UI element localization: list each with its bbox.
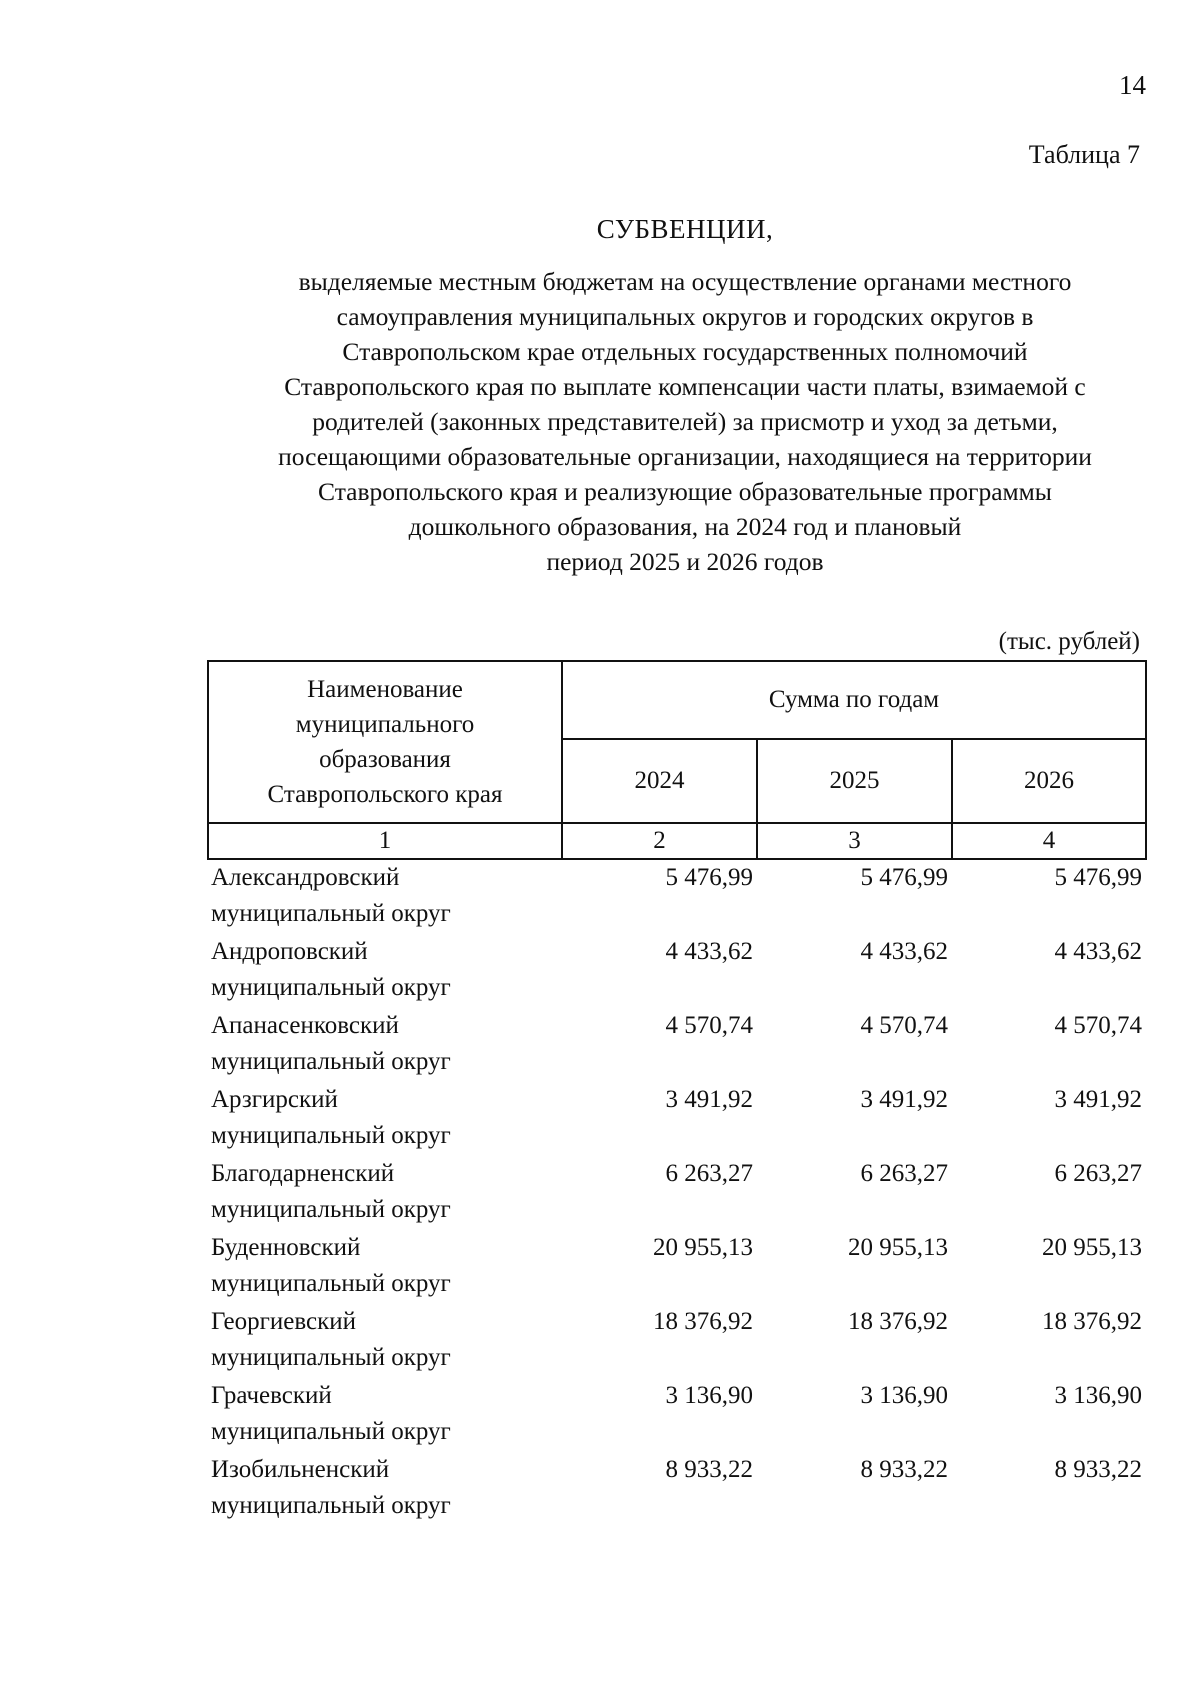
value-2025: 4 570,74	[860, 1012, 948, 1039]
value-2025: 6 263,27	[860, 1160, 948, 1187]
value-2025: 4 433,62	[860, 938, 948, 965]
table-row	[208, 1304, 1146, 1378]
table-row	[208, 859, 1146, 934]
header-name-line: Ставропольского края	[267, 781, 503, 808]
value-2024: 3 491,92	[665, 1086, 753, 1113]
municipality-name: Буденновский муниципальный округ	[211, 1234, 451, 1297]
subtitle-line: самоуправления муниципальных округов и городских округов в	[336, 302, 1034, 331]
value-2026: 3 136,90	[1054, 1382, 1142, 1409]
value-2024: 3 136,90	[665, 1382, 753, 1409]
value-2026: 20 955,13	[1042, 1234, 1142, 1261]
header-sum-by-years: Сумма по годам	[562, 661, 1146, 739]
subtitle-line: период 2025 и 2026 годов	[546, 547, 824, 576]
value-2025: 3 136,90	[860, 1382, 948, 1409]
table-row	[208, 934, 1146, 1008]
subtitle-line: родителей (законных представителей) за присмотр и уход за детьми,	[312, 407, 1058, 436]
header-name-line: муниципального	[295, 711, 475, 738]
column-number: 1	[208, 823, 562, 859]
value-2025: 5 476,99	[860, 864, 948, 891]
value-2026: 8 933,22	[1054, 1456, 1142, 1483]
municipality-name: Грачевский муниципальный округ	[211, 1382, 451, 1445]
table-header	[208, 661, 1146, 859]
subtitle-line: дошкольного образования, на 2024 год и плановый	[408, 512, 962, 541]
table-row	[208, 1008, 1146, 1082]
municipality-name: Андроповский муниципальный округ	[211, 938, 451, 1001]
municipality-name: Арзгирский муниципальный округ	[211, 1086, 451, 1149]
value-2026: 6 263,27	[1054, 1160, 1142, 1187]
subtitle-line: Ставропольского края по выплате компенсации части платы, взимаемой с	[284, 372, 1086, 401]
value-2024: 4 570,74	[665, 1012, 753, 1039]
municipality-name: Изобильненский муниципальный округ	[211, 1456, 451, 1519]
subtitle-line: посещающими образовательные организации, находящиеся на территории	[278, 442, 1092, 471]
header-year-2025: 2025	[757, 739, 952, 823]
header-name-line: Наименование	[307, 676, 463, 703]
value-2024: 18 376,92	[653, 1308, 753, 1335]
subtitle-line: Ставропольском крае отдельных государственных полномочий	[342, 337, 1028, 366]
value-2026: 18 376,92	[1042, 1308, 1142, 1335]
value-2026: 4 433,62	[1054, 938, 1142, 965]
value-2025: 18 376,92	[848, 1308, 948, 1335]
document-subtitle	[200, 264, 1170, 579]
value-2024: 5 476,99	[665, 864, 753, 891]
table-body	[208, 859, 1146, 1526]
municipality-name: Александровский муниципальный округ	[211, 864, 451, 927]
column-number: 3	[757, 823, 952, 859]
table-row	[208, 1452, 1146, 1526]
table-row	[208, 1156, 1146, 1230]
value-2026: 4 570,74	[1054, 1012, 1142, 1039]
subtitle-line: Ставропольского края и реализующие образовательные программы	[318, 477, 1052, 506]
document-title: СУБВЕНЦИИ,	[596, 214, 774, 244]
municipality-name: Георгиевский муниципальный округ	[211, 1308, 451, 1371]
value-2026: 5 476,99	[1054, 864, 1142, 891]
units-label: (тыс. рублей)	[998, 628, 1140, 655]
value-2026: 3 491,92	[1054, 1086, 1142, 1113]
header-year-2026: 2026	[952, 739, 1146, 823]
value-2025: 8 933,22	[860, 1456, 948, 1483]
subventions-table	[207, 660, 1147, 1526]
column-number: 4	[952, 823, 1146, 859]
table-row	[208, 1082, 1146, 1156]
value-2024: 8 933,22	[665, 1456, 753, 1483]
value-2024: 20 955,13	[653, 1234, 753, 1261]
value-2025: 3 491,92	[860, 1086, 948, 1113]
table-row	[208, 1378, 1146, 1452]
municipality-name: Благодарненский муниципальный округ	[211, 1160, 451, 1223]
table-row	[208, 1230, 1146, 1304]
municipality-name: Апанасенковский муниципальный округ	[211, 1012, 451, 1075]
column-number: 2	[562, 823, 757, 859]
page-number: 14	[1119, 70, 1146, 100]
header-year-2024: 2024	[562, 739, 757, 823]
value-2025: 20 955,13	[848, 1234, 948, 1261]
header-municipality-name	[208, 661, 562, 823]
header-name-line: образования	[319, 746, 451, 773]
value-2024: 4 433,62	[665, 938, 753, 965]
subtitle-line: выделяемые местным бюджетам на осуществление органами местного	[298, 267, 1072, 296]
table-caption: Таблица 7	[1028, 140, 1140, 169]
value-2024: 6 263,27	[665, 1160, 753, 1187]
